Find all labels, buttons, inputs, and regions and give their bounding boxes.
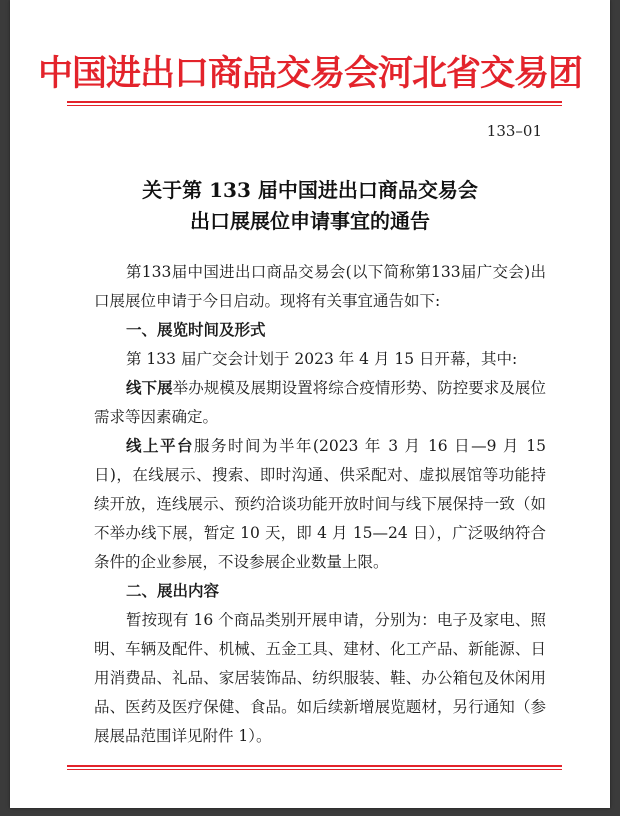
footer-divider [67,765,562,770]
exhibit-categories-paragraph: 暂按现有 16 个商品类别开展申请，分别为：电子及家电、照明、车辆及配件、机械、五金工具、建材、化工产品、新能源、日用消费品、礼品、家居装饰品、纺织服装、鞋、办公箱包及休闲用品、医药及医疗保健、食品。如后续新增展览题材，另行通知（参展展品范围详见附件 1）。 [94,611,546,745]
notice-title-line-2: 出口展展位申请事宜的通告 [190,209,430,233]
header-divider [67,101,562,106]
online-platform-label: 线上平台 [126,437,194,455]
section-heading-schedule: 一、展览时间及形式 [126,321,266,339]
online-platform-text: 服务时间为半年(2023 年 3 月 16 日—9 月 15 日)，在线展示、搜索、即时沟通、供采配对、虚拟展馆等功能持续开放，连线展示、预约洽谈功能开放时间与线下展保持一致（如不举办线下展，暂定 10 天，即 4 月 15—24 日），广泛吸纳符合条件的企业参展，不设参展企业数量上限。 [94,437,546,571]
document-page [10,0,610,808]
offline-exhibition-text: 举办规模及展期设置将综合疫情形势、防控要求及展位需求等因素确定。 [94,379,546,426]
notice-title-line-1: 关于第 133 届中国进出口商品交易会 [142,178,478,202]
organization-title: 中国进出口商品交易会河北省交易团 [37,54,582,94]
section-heading-exhibits: 二、展出内容 [126,582,220,600]
offline-exhibition-paragraph [94,374,546,432]
offline-exhibition-label: 线下展 [126,379,173,397]
notice-body [94,258,546,751]
online-platform-paragraph [94,432,546,577]
intro-paragraph: 第133届中国进出口商品交易会(以下简称第133届广交会)出口展展位申请于今日启动。现将有关事宜通告如下: [94,263,546,310]
opening-date-paragraph: 第 133 届广交会计划于 2023 年 4 月 15 日开幕，其中: [126,350,518,368]
document-number: 133–01 [486,122,542,140]
